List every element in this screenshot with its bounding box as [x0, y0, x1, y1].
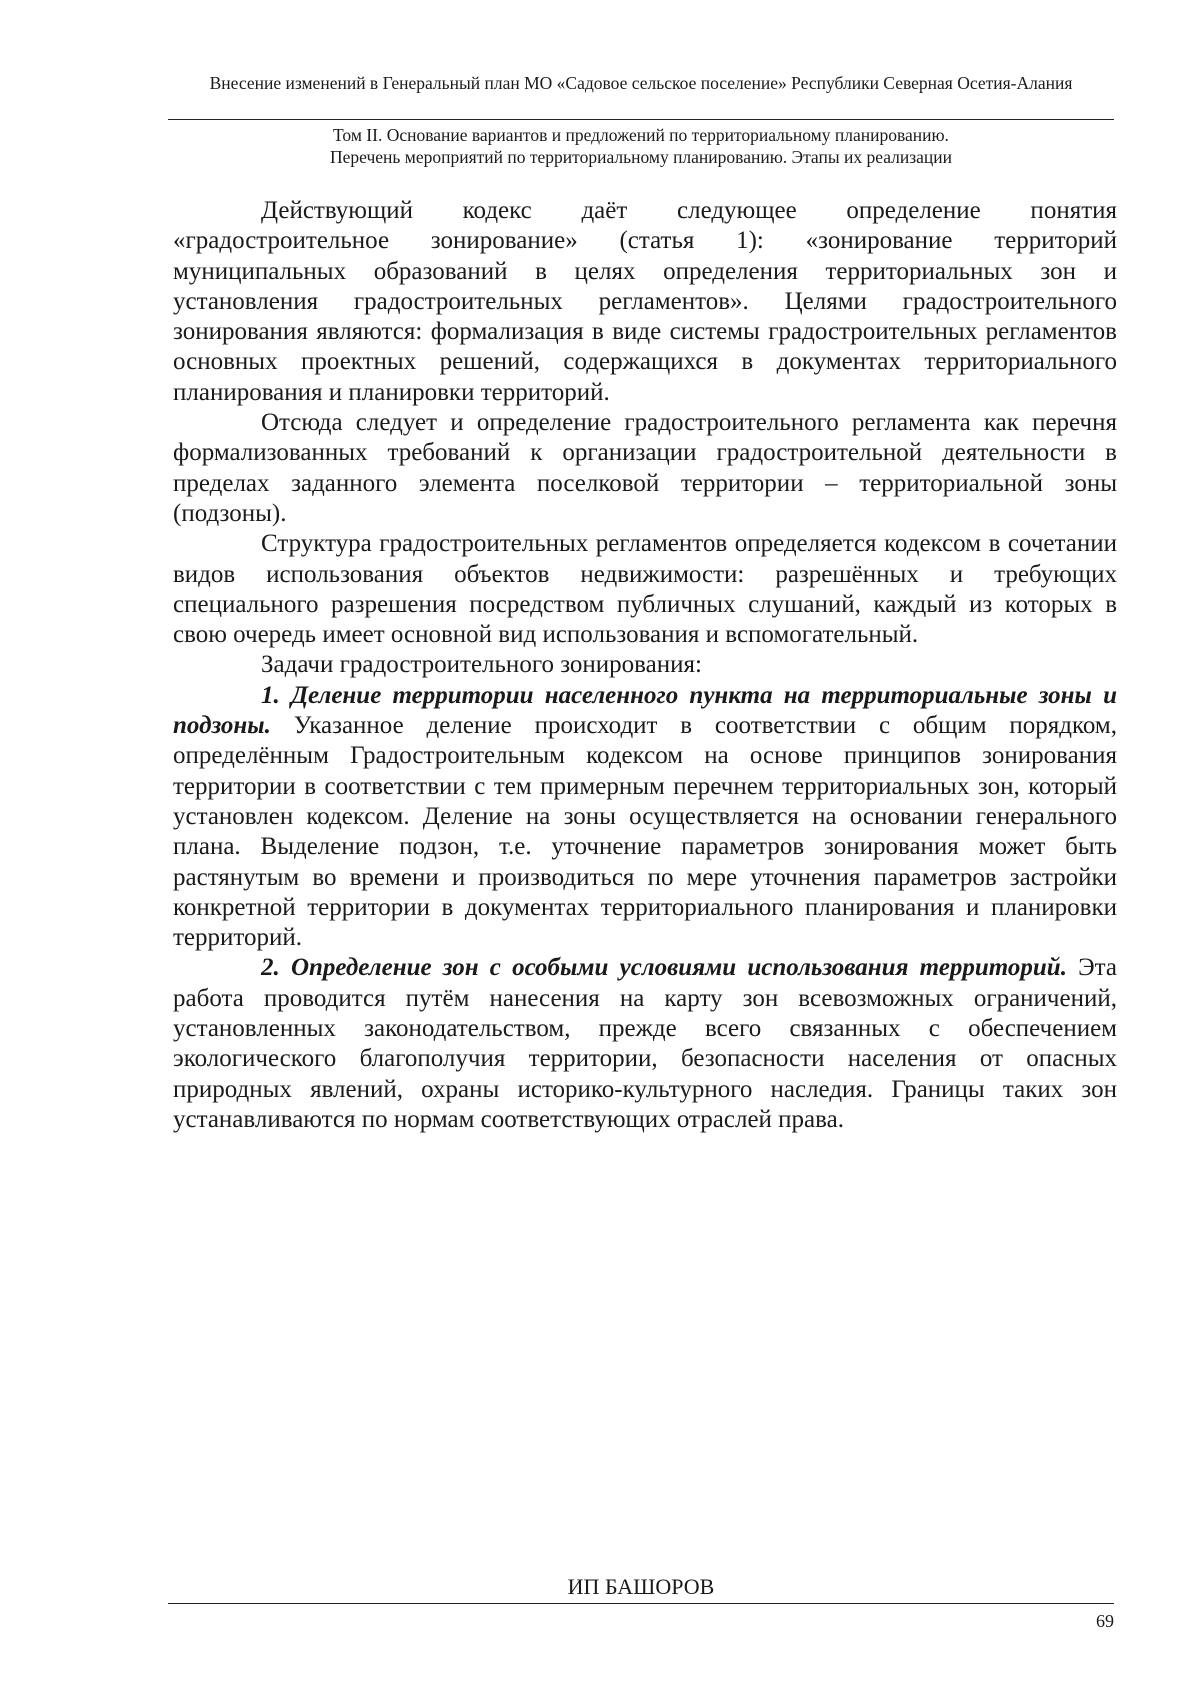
paragraph-6-heading: 2. Определение зон с особыми условиями использования территорий.	[261, 954, 1067, 982]
paragraph-4: Задачи градостроительного зонирования:	[261, 651, 702, 679]
header-divider	[168, 119, 1114, 120]
footer-organization: ИП БАШОРОВ	[567, 1574, 715, 1599]
paragraph-1: Действующий кодекс даёт следующее определение понятия «градостроительное зонирование» (статья 1): «зонирование территорий муниципальных образований в целях определения территориальных зон и установления градостроительных регламентов». Целями градостроительного зонирования являются: формализация в виде системы градостроительных регламентов основных проектных решений, содержащихся в документах территориального планирования и планировки территорий.	[173, 197, 1117, 406]
paragraph-3: Структура градостроительных регламентов определяется кодексом в сочетании видов использования объектов недвижимости: разрешённых и требующих специального разрешения посредством публичных слушаний, каждый из которых в свою очередь имеет основной вид использования и вспомогательный.	[173, 530, 1117, 649]
footer-divider	[168, 1603, 1114, 1604]
paragraph-6-text: Эта работа проводится путём нанесения на карту зон всевозможных ограничений, установленных законодательством, прежде всего связанных с обеспечением экологического благополучия территории, безопасности населения от опасных природных явлений, охраны историко-культурного наследия. Границы таких зон устанавливаются по нормам соответствующих отраслей права.	[173, 954, 1117, 1133]
subtitle-line-1: Том II. Основание вариантов и предложений по территориальному планированию.	[333, 125, 949, 145]
page-number: 69	[1096, 1611, 1114, 1631]
paragraph-5-text: Указанное деление происходит в соответствии с общим порядком, определённым Градостроительным кодексом на основе принципов зонирования территории в соответствии с тем примерным перечнем территориальных зон, который установлен кодексом. Деление на зоны осуществляется на основании генерального плана. Выделение подзон, т.е. уточнение параметров зонирования может быть растянутым во времени и производиться по мере уточнения параметров застройки конкретной территории в документах территориального планирования и планировки территорий.	[173, 712, 1117, 952]
paragraph-6	[173, 953, 1117, 1135]
page-header-title: Внесение изменений в Генеральный план МО «Садовое сельское поселение» Республики Северная Осетия-Алания	[209, 73, 1073, 93]
paragraph-5-heading: 1. Деление территории населенного пункта на территориальные зоны и подзоны.	[173, 681, 1117, 740]
subtitle-line-2: Перечень мероприятий по территориальному планированию. Этапы их реализации	[330, 147, 952, 167]
document-body	[173, 196, 1117, 1135]
page-header-subtitle	[168, 124, 1114, 168]
paragraph-5	[173, 681, 1117, 954]
paragraph-2: Отсюда следует и определение градостроительного регламента как перечня формализованных требований к организации градостроительной деятельности в пределах заданного элемента поселковой территории – территориальной зоны (подзоны).	[173, 409, 1117, 527]
